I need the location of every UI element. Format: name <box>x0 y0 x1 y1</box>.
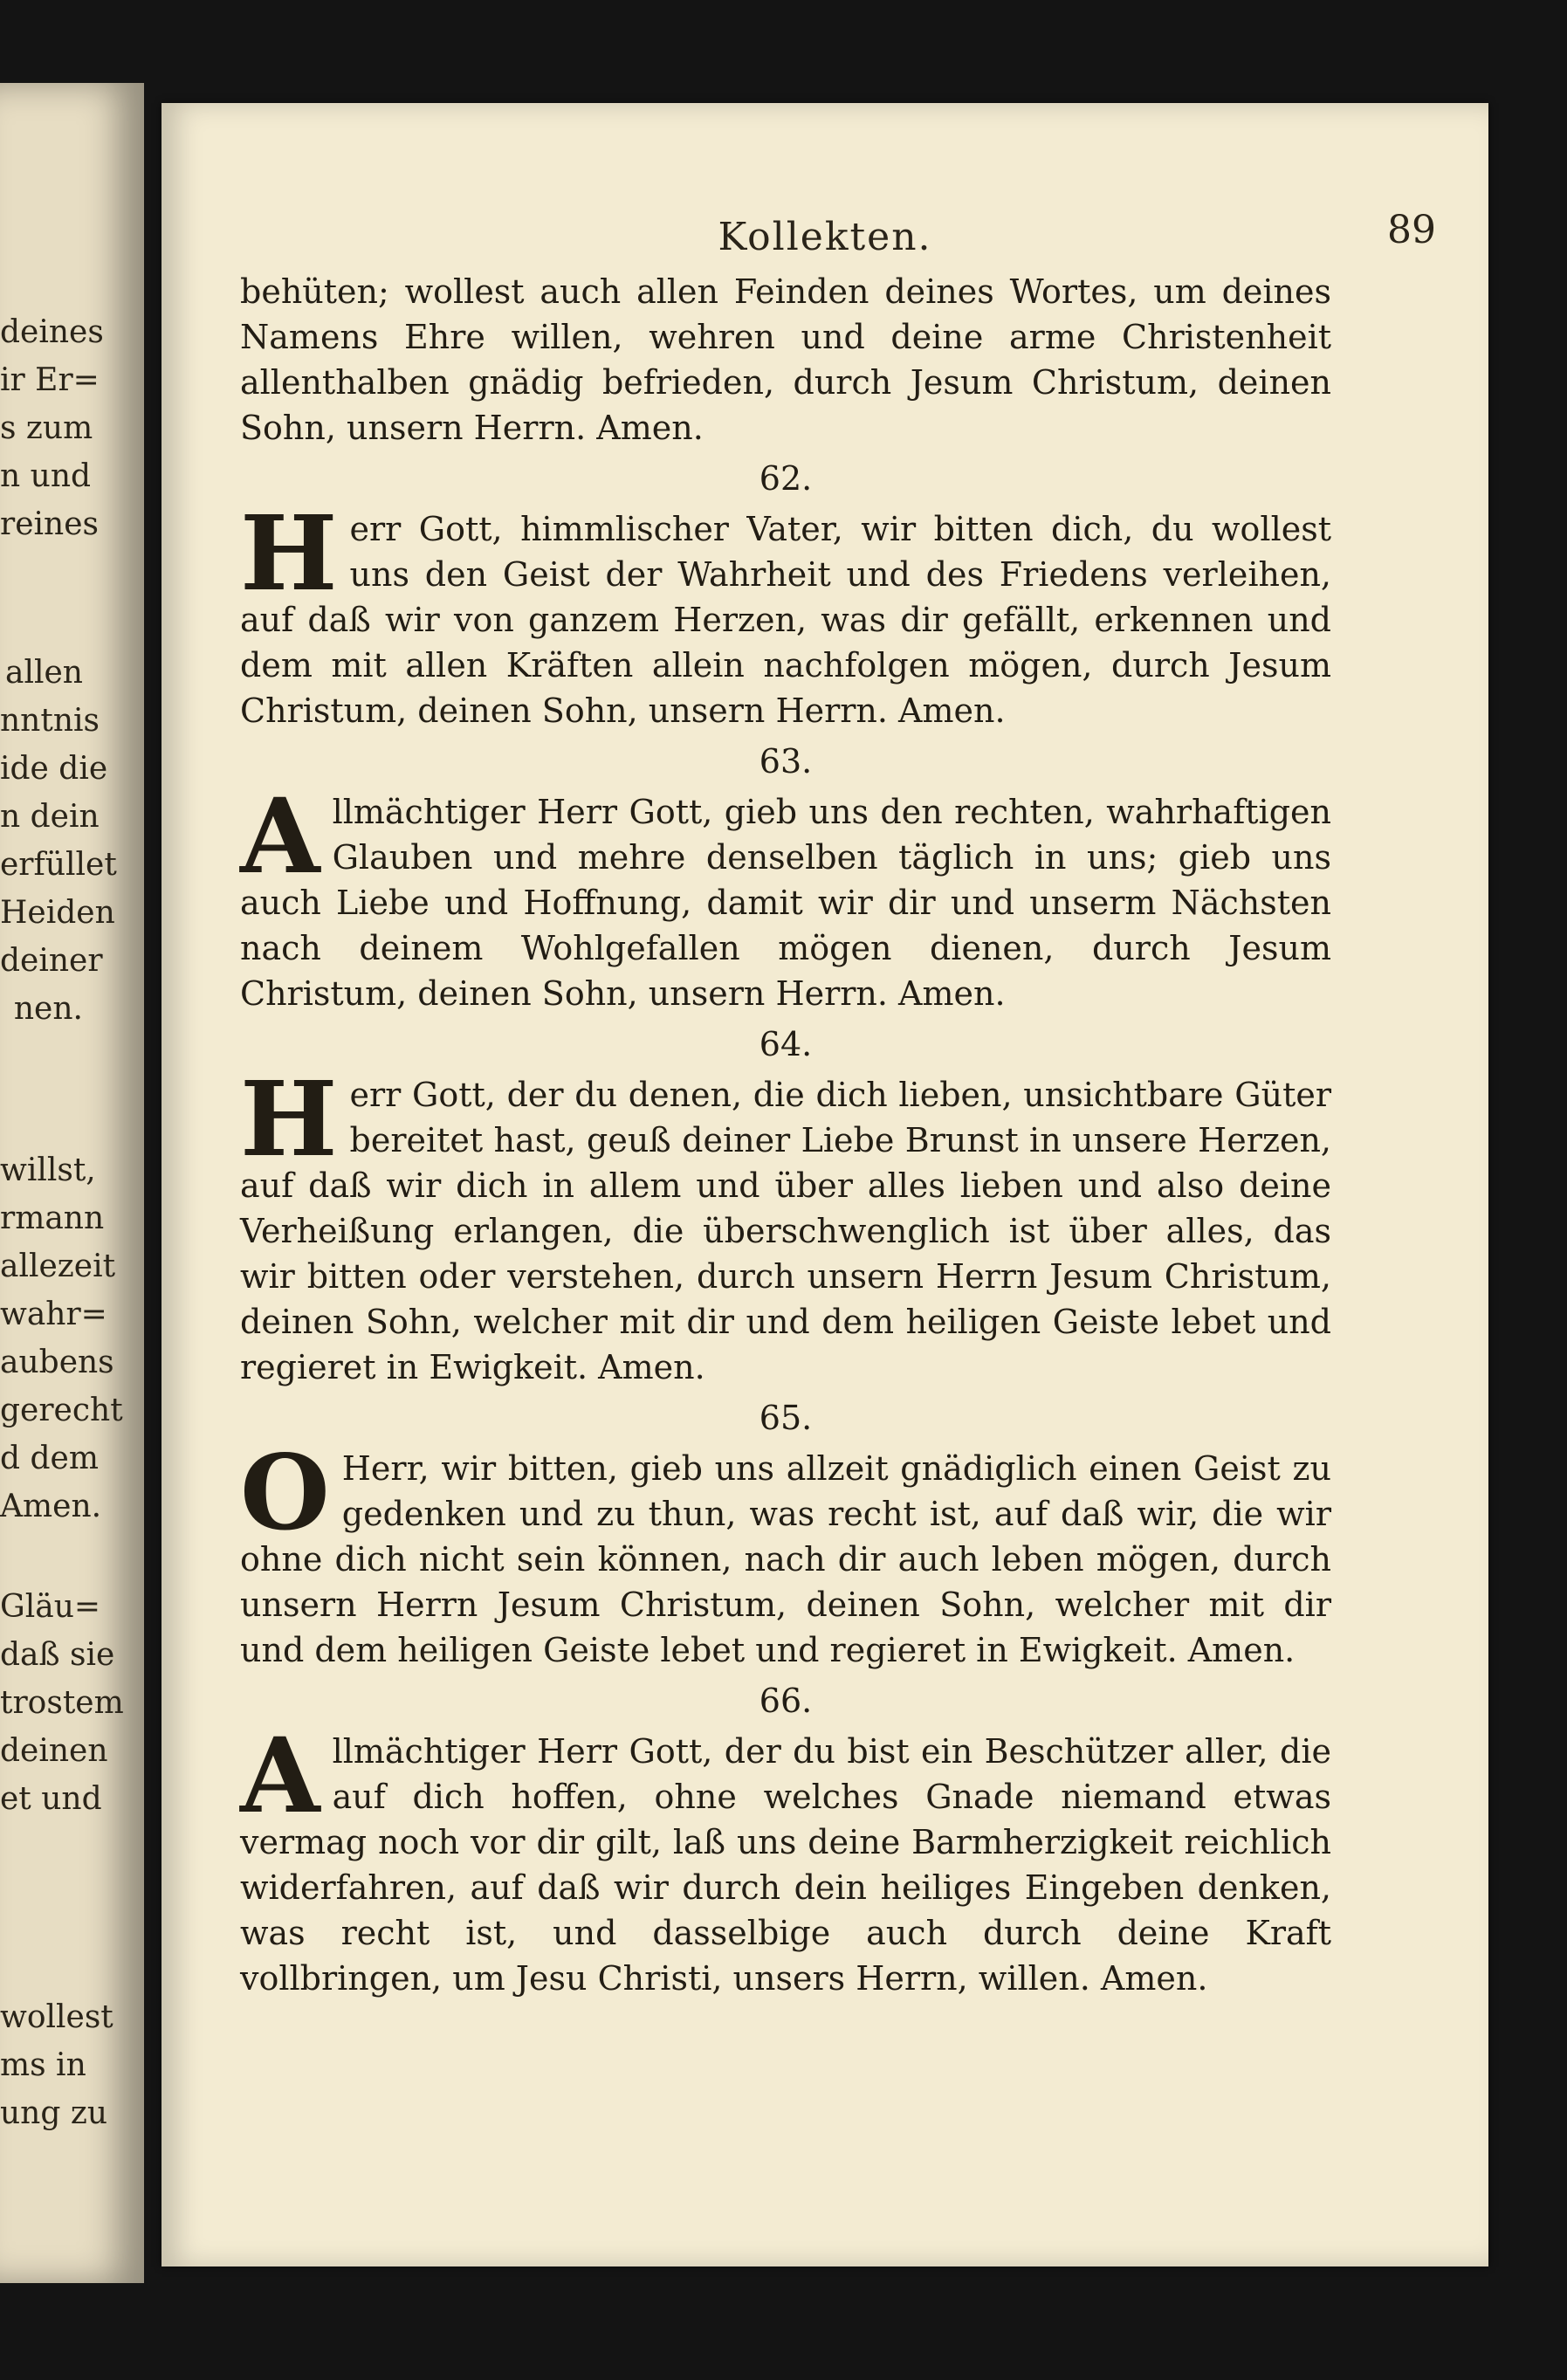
collect-text: llmächtiger Herr Gott, der du bist ein Beschützer aller, die auf dich hoffen, ohne welches Gnade niemand etwas vermag noch vor dir gilt, laß uns deine Barmherzigkeit reichlich widerfahren, auf daß wir durch dein heiliges Eingeben denken, was recht ist, und dasselbige auch durch deine Kraft vollbringen, um Jesu Christi, unsers Herrn, willen. Amen. <box>240 1732 1331 1998</box>
drop-initial: H <box>240 492 338 614</box>
left-fragment: reines <box>0 506 99 542</box>
page-number: 89 <box>1387 208 1436 252</box>
left-fragment: wahr= <box>0 1297 107 1332</box>
drop-initial: A <box>240 1715 320 1836</box>
drop-initial: O <box>240 1432 330 1553</box>
collect-64 <box>240 1058 1331 1390</box>
left-fragment: ms in <box>0 2047 86 2083</box>
left-fragment: deinen <box>0 1733 108 1769</box>
left-fragment: willst, <box>0 1152 96 1188</box>
collects-text <box>240 269 1331 2001</box>
left-fragment: n und <box>0 458 92 494</box>
left-fragment: allen <box>5 655 83 691</box>
collect-63 <box>240 775 1331 1016</box>
running-title: Kollekten. <box>718 215 932 259</box>
drop-initial: A <box>240 775 320 897</box>
left-fragment: nen. <box>13 991 83 1027</box>
left-fragment: s zum <box>0 410 93 446</box>
right-page <box>162 103 1488 2267</box>
left-fragment: wollest <box>0 1999 113 2035</box>
drop-initial: H <box>240 1058 338 1180</box>
collect-66 <box>240 1715 1331 2001</box>
left-fragment: deines <box>0 314 104 350</box>
left-fragment: gerecht <box>0 1393 123 1428</box>
collect-text: behüten; wollest auch allen Feinden deines Wortes, um deines Namens Ehre willen, wehren und deine arme Christenheit allenthalben gnädig befrieden, durch Jesum Christum, deinen Sohn, unsern Herrn. Amen. <box>240 272 1331 447</box>
left-fragment: rmann <box>0 1200 105 1236</box>
left-page <box>0 83 144 2283</box>
left-fragment: n dein <box>0 799 100 835</box>
collect-number: 66. <box>759 1682 813 1720</box>
collect-62 <box>240 492 1331 733</box>
collect-text: llmächtiger Herr Gott, gieb uns den rechten, wahrhaftigen Glauben und mehre denselben täglich in uns; gieb uns auch Liebe und Hoffnung, damit wir dir und unserm Nächsten nach deinem Wohlgefallen mögen dienen, durch Jesum Christum, deinen Sohn, unsern Herrn. Amen. <box>240 793 1331 1013</box>
collect-text: Herr, wir bitten, gieb uns allzeit gnädiglich einen Geist zu gedenken und zu thun, was recht ist, auf daß wir, die wir ohne dich nicht sein können, nach dir auch leben mögen, durch unsern Herrn Jesum Christum, deinen Sohn, welcher mit dir und dem heiligen Geiste lebet und regieret in Ewigkeit. Amen. <box>240 1449 1331 1669</box>
left-fragment: Gläu= <box>0 1589 101 1625</box>
left-fragment: Heiden <box>0 895 115 931</box>
left-fragment: ung zu <box>0 2095 108 2131</box>
left-fragment: deiner <box>0 943 103 979</box>
left-fragment: erfüllet <box>0 847 117 883</box>
collect-number: 64. <box>759 1025 813 1063</box>
collect-65 <box>240 1432 1331 1673</box>
left-fragment: ide die <box>0 751 108 787</box>
collect-number: 62. <box>759 459 813 498</box>
collect-continuation <box>240 269 1331 451</box>
left-fragment: Amen. <box>0 1489 102 1524</box>
left-fragment: daß sie <box>0 1637 115 1673</box>
left-fragment: d dem <box>0 1441 99 1476</box>
left-fragment: et und <box>0 1781 102 1817</box>
left-fragment: allezeit <box>0 1248 116 1284</box>
collect-number: 65. <box>759 1399 813 1437</box>
left-fragment: nntnis <box>0 703 100 739</box>
collect-number: 63. <box>759 742 813 781</box>
left-fragment: ir Er= <box>0 362 100 398</box>
collect-text: err Gott, der du denen, die dich lieben, unsichtbare Güter bereitet hast, geuß deiner Liebe Brunst in unsere Herzen, auf daß wir dich in allem und über alles lieben und also deine Verheißung erlangen, die überschwenglich ist über alles, das wir bitten oder verstehen, durch unsern Herrn Jesum Christum, deinen Sohn, welcher mit dir und dem heiligen Geiste lebet und regieret in Ewigkeit. Amen. <box>240 1076 1331 1386</box>
left-fragment: trostem <box>0 1685 124 1721</box>
left-fragment: aubens <box>0 1345 114 1380</box>
collect-text: err Gott, himmlischer Vater, wir bitten dich, du wollest uns den Geist der Wahrheit und des Friedens verleihen, auf daß wir von ganzem Herzen, was dir gefällt, erkennen und dem mit allen Kräften allein nachfolgen mögen, durch Jesum Christum, deinen Sohn, unsern Herrn. Amen. <box>240 510 1331 730</box>
